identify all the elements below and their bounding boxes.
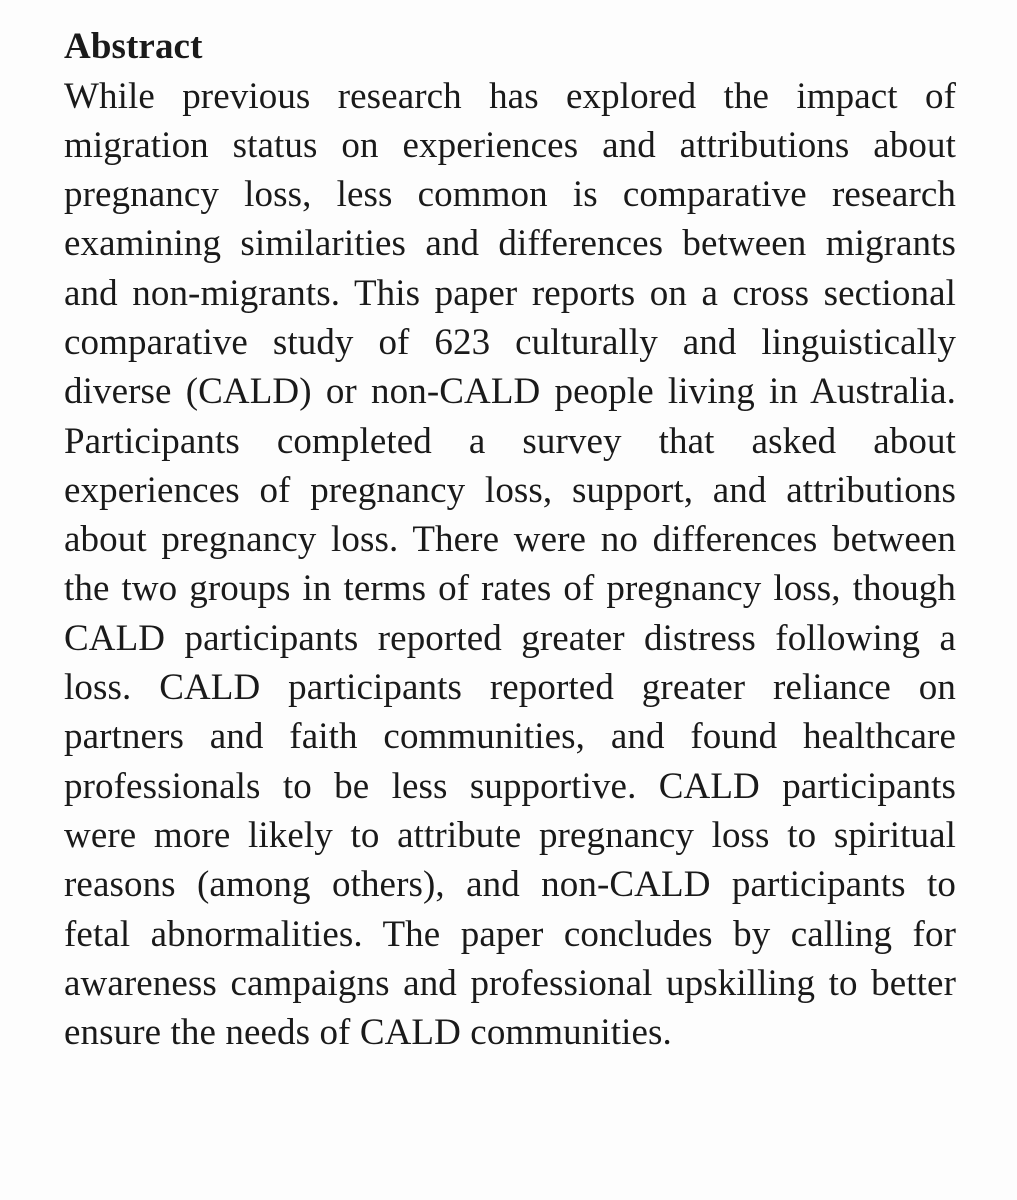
- abstract-body: While previous research has explored the impact of migration status on experiences and attributions about pregnancy loss, less common is comparative research examining similarities and differences between migrants and non-migrants. This paper reports on a cross sectional comparative study of 623 culturally and linguistically diverse (CALD) or non-CALD people living in Australia. Participants completed a survey that asked about experiences of pregnancy loss, support, and attributions about pregnancy loss. There were no differences between the two groups in terms of rates of pregnancy loss, though CALD participants reported greater distress following a loss. CALD participants reported greater reliance on partners and faith communities, and found healthcare professionals to be less supportive. CALD participants were more likely to attribute pregnancy loss to spiritual reasons (among others), and non-CALD participants to fetal abnormalities. The paper concludes by calling for awareness campaigns and professional upskilling to better ensure the needs of CALD communities.: [64, 75, 956, 1054]
- abstract-heading: Abstract: [64, 26, 203, 67]
- abstract-section: [64, 22, 956, 1057]
